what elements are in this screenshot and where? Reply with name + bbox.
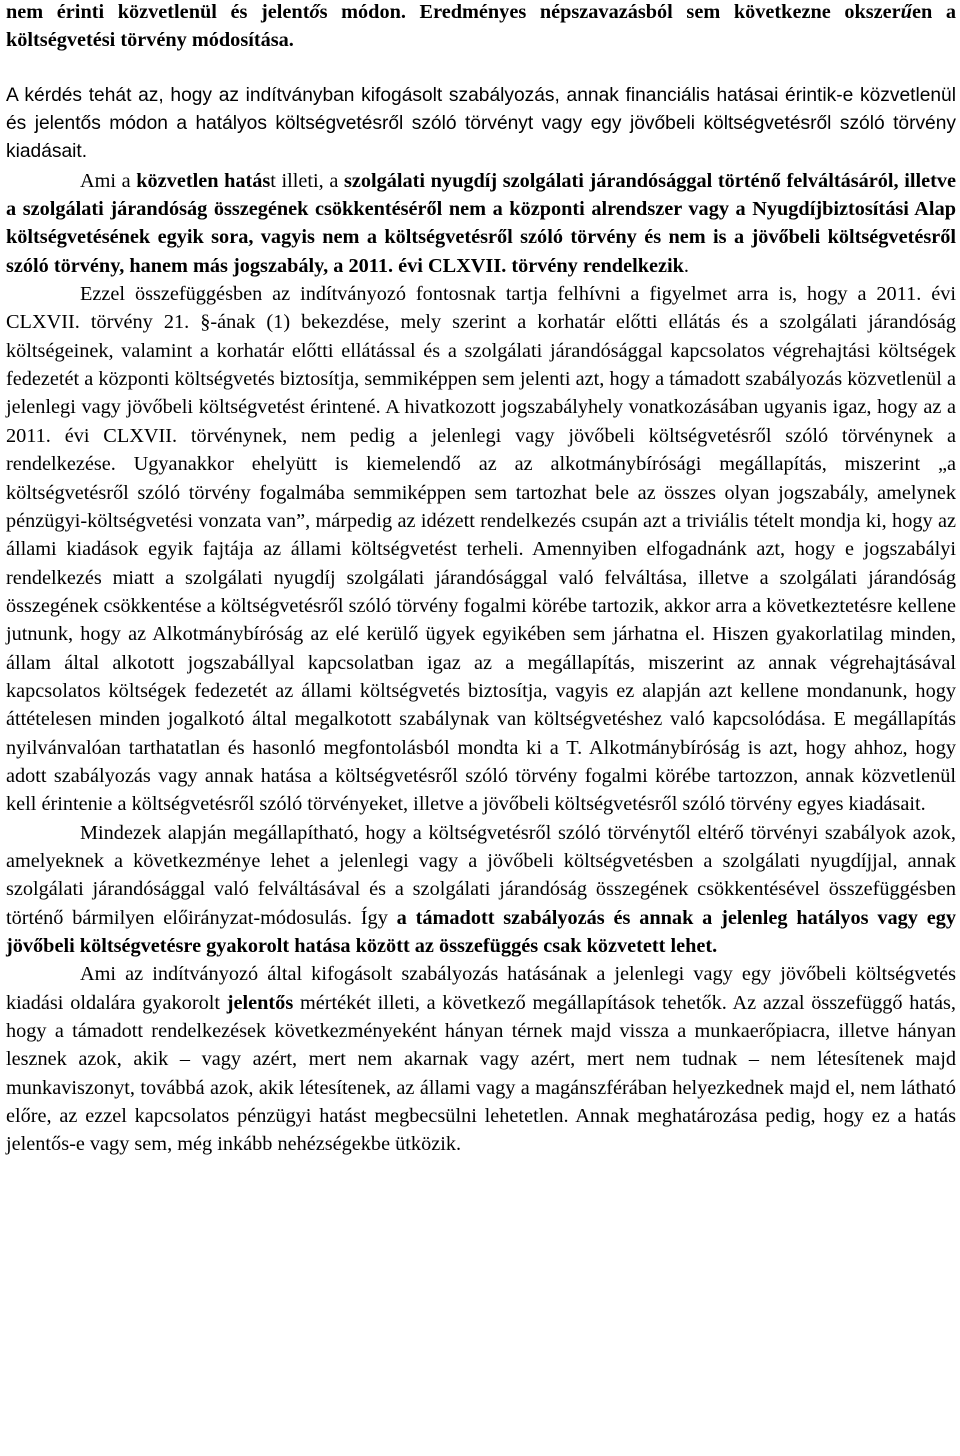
paragraph-direct-effect — [6, 167, 956, 280]
text-run: Ami az indítványozó által kifogásolt szabályozás hatásának a jelenlegi vagy egy jövőbeli költségvetés kiadási oldalára gyakorolt — [6, 963, 956, 1014]
text-run: nem érinti közvetlenül és jelent — [6, 1, 310, 23]
text-run: t illeti, a — [270, 169, 344, 192]
text-run-bold: jelentős — [226, 991, 294, 1014]
text-run: Mindezek alapján megállapítható, hogy a költségvetésről szóló törvénytől eltérő törvényi szabályok azok, amelyeknek a következménye lehet a jelenlegi vagy a jövőbeli költségvetésben a szolgálati nyugdíjjal, annak szolgálati járandósággal való felváltásával és a szolgálati járandóság összegének csökkentésével összefüggésben történő bármilyen előirányzat-módosulás. Így — [6, 821, 956, 929]
paragraph-question — [6, 82, 956, 167]
paragraph-context — [6, 280, 956, 819]
text-run: en a költségvetési törvény módosítása. — [6, 1, 957, 52]
paragraph-continuation — [6, 0, 956, 55]
text-run-italic: ű — [900, 1, 912, 23]
paragraph-significant-effect — [6, 960, 956, 1158]
text-run-bold: a támadott szabályozás és annak a jelenleg hatályos vagy egy jövőbeli költségvetésre gyakorolt hatása között az összefüggés csak közvetett lehet. — [6, 906, 956, 957]
text-run-bold: közvetlen hatás — [136, 169, 271, 192]
text-run-italic: ő — [309, 1, 320, 23]
text-run: mértékét illeti, a következő megállapítások tehetők. Az azzal összefüggő hatás, hogy a támadott rendelkezések következményeként hányan térnek majd vissza a munkaerőpiacra, illetve hányan lesznek azok, akik – vagy azért, mert nem akarnak vagy azért, mert nem tudnak – nem létesítenek majd munkaviszonyt, továbbá azok, akik létesítenek, az állami vagy a magánszférában helyezkednek majd el, nem látható előre, az ezzel kapcsolatos pénzügyi hatást megbecsülni lehetetlen. Annak meghatározása pedig, hogy ez a hatás jelentős-e vagy sem, még inkább nehézségekbe ütközik. — [6, 991, 956, 1156]
text-run: A kérdés tehát az, hogy az indítványban kifogásolt szabályozás, annak financiális hatásai érintik-e közvetlenül és jelentős módon a hatályos költségvetésről szóló törvényt vagy egy jövőbeli költségvetésről szóló törvény kiadásait. — [6, 84, 956, 163]
text-run-bold: szolgálati nyugdíj szolgálati járandósággal történő felváltásáról, illetve a szolgálati járandóság összegének csökkentéséről nem a központi alrendszer vagy a Nyugdíjbiztosítási Alap költségvetésének egyik sora, vagyis nem a költségvetésről szóló törvény és nem is a jövőbeli költségvetésről szóló törvény, hanem más jogszabály, a 2011. évi CLXVII. törvény rendelkezik — [6, 169, 956, 277]
text-run: . — [683, 254, 689, 277]
text-run: Ami a — [80, 169, 137, 192]
text-run: Ezzel összefüggésben az indítványozó fontosnak tartja felhívni a figyelmet arra is, hogy a 2011. évi CLXVII. törvény 21. §-ának (1) bekezdése, mely szerint a korhatár előtti ellátás és a szolgálati járandóság költségeinek, valamint a korhatár előtti ellátással és a szolgálati járandósággal kapcsolatos végrehajtási költségek fedezetét a központi költségvetés biztosítja, semmiképpen sem jelenti azt, hogy a támadott szabályozás közvetlenül a jelenlegi vagy jövőbeli költségvetést érintené. A hivatkozott jogszabályhely vonatkozásában ugyanis igaz, hogy az a 2011. évi CLXVII. törvénynek, nem pedig a jelenlegi vagy jövőbeli költségvetésről szóló törvénynek a rendelkezése. Ugyanakkor ehelyütt is kiemelendő az az alkotmánybírósági megállapítás, miszerint „a költségvetésről szóló törvény fogalmába semmiképpen sem tartozhat bele az összes olyan jogszabály, amelynek pénzügyi-költségvetési vonzata van”, márpedig az idézett rendelkezés csupán azt a triviális tételt mondja ki, hogy az állami kiadások egyik fajtája az állami költségvetést terheli. Amennyiben elfogadnánk azt, hogy e jogszabályi rendelkezés miatt a szolgálati nyugdíj szolgálati járandósággal való felváltása, illetve a szolgálati járandóság összegének csökkentése a költségvetésről szóló törvény fogalmi körébe tartozik, akkor arra a következtetésre kellene jutnunk, hogy az Alkotmánybíróság az elé kerülő ügyek egyikében sem járhatna el. Hiszen gyakorlatilag minden, állam által alkotott jogszabállyal kapcsolatban igaz az a megállapítás, miszerint az annak végrehajtásával kapcsolatos költségek fedezetét az állami költségvetés biztosítja, vagyis ez alapján azt kellene mondanunk, hogy áttételesen minden jogalkotó által megalkotott szabálynak van költségvetéshez való kapcsolódása. E megállapítás nyilvánvalóan tarthatatlan és hasonló megfontolásból mondta ki a T. Alkotmánybíróság is azt, hogy ahhoz, hogy adott szabályozás vagy annak hatása a költségvetésről szóló törvény fogalmi körébe tartozzon, annak közvetlenül kell érintenie a költségvetésről szóló törvényeket, illetve a jövőbeli költségvetésről szóló törvény egyes kiadásait. — [6, 283, 956, 816]
text-run: s módon. Eredményes népszavazásból sem következne okszer — [319, 1, 901, 23]
paragraph-conclusion — [6, 819, 956, 961]
